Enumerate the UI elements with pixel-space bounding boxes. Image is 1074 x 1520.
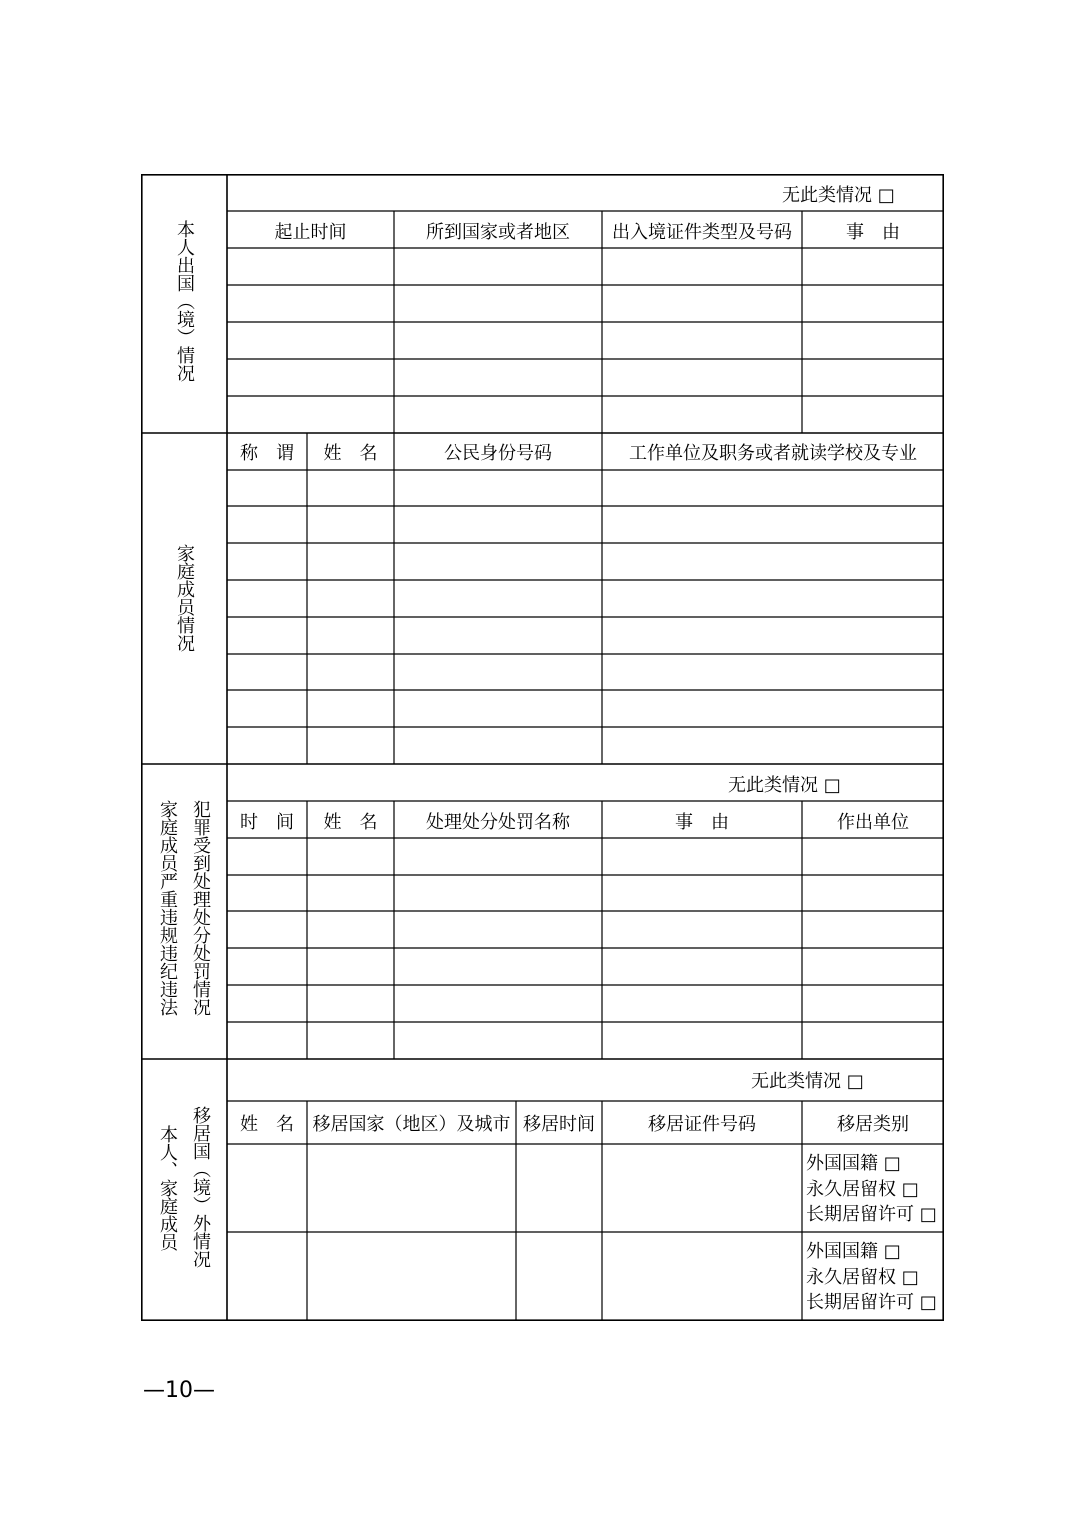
abroad-header-document: 出入境证件类型及号码 <box>612 222 792 243</box>
section-violation-title-col1: 家庭成员严重违规违纪违法 <box>157 800 178 1016</box>
section-violation-title-col2: 犯罪受到处理处分处罚情况 <box>190 800 211 1016</box>
page-number: —10— <box>143 1378 215 1403</box>
abroad-header-reason: 事 由 <box>846 222 900 243</box>
violation-none-checkbox[interactable]: 无此类情况 □ <box>728 775 841 796</box>
violation-header-time: 时 间 <box>240 812 294 833</box>
abroad-header-time: 起止时间 <box>274 222 347 243</box>
emigration-header-country: 移居国家（地区）及城市 <box>312 1114 511 1135</box>
family-header-relation: 称 谓 <box>240 443 294 464</box>
family-header-name: 姓 名 <box>323 443 378 464</box>
section-emigration-title-col1: 本人、家庭成员 <box>157 1125 178 1251</box>
emigration-none-checkbox[interactable]: 无此类情况 □ <box>751 1071 864 1092</box>
category-long-term-residence-checkbox[interactable]: 长期居留许可 □ <box>806 1292 937 1313</box>
violation-header-unit: 作出单位 <box>837 812 909 833</box>
emigration-header-document: 移居证件号码 <box>648 1114 756 1135</box>
table-grid-lines <box>141 174 944 1321</box>
section-emigration-title-col2: 移居国（境）外情况 <box>190 1106 211 1268</box>
category-foreign-nationality-checkbox[interactable]: 外国国籍 □ <box>806 1153 901 1174</box>
abroad-header-country: 所到国家或者地区 <box>426 222 570 243</box>
family-header-work: 工作单位及职务或者就读学校及专业 <box>629 443 917 464</box>
violation-header-penalty: 处理处分处罚名称 <box>426 812 570 833</box>
family-header-id: 公民身份号码 <box>444 443 552 464</box>
category-permanent-residence-checkbox[interactable]: 永久居留权 □ <box>806 1267 919 1288</box>
emigration-header-name: 姓 名 <box>240 1114 294 1135</box>
category-foreign-nationality-checkbox[interactable]: 外国国籍 □ <box>806 1241 901 1262</box>
section-family-title: 家庭成员情况 <box>174 544 195 652</box>
emigration-header-category: 移居类别 <box>837 1114 909 1135</box>
violation-header-name: 姓 名 <box>323 812 378 833</box>
abroad-none-checkbox[interactable]: 无此类情况 □ <box>782 185 895 206</box>
emigration-header-time: 移居时间 <box>523 1114 595 1135</box>
form-table <box>141 174 944 1321</box>
category-long-term-residence-checkbox[interactable]: 长期居留许可 □ <box>806 1204 937 1225</box>
section-abroad-title: 本人出国（境）情况 <box>174 220 195 382</box>
category-permanent-residence-checkbox[interactable]: 永久居留权 □ <box>806 1179 919 1200</box>
violation-header-reason: 事 由 <box>675 812 729 833</box>
